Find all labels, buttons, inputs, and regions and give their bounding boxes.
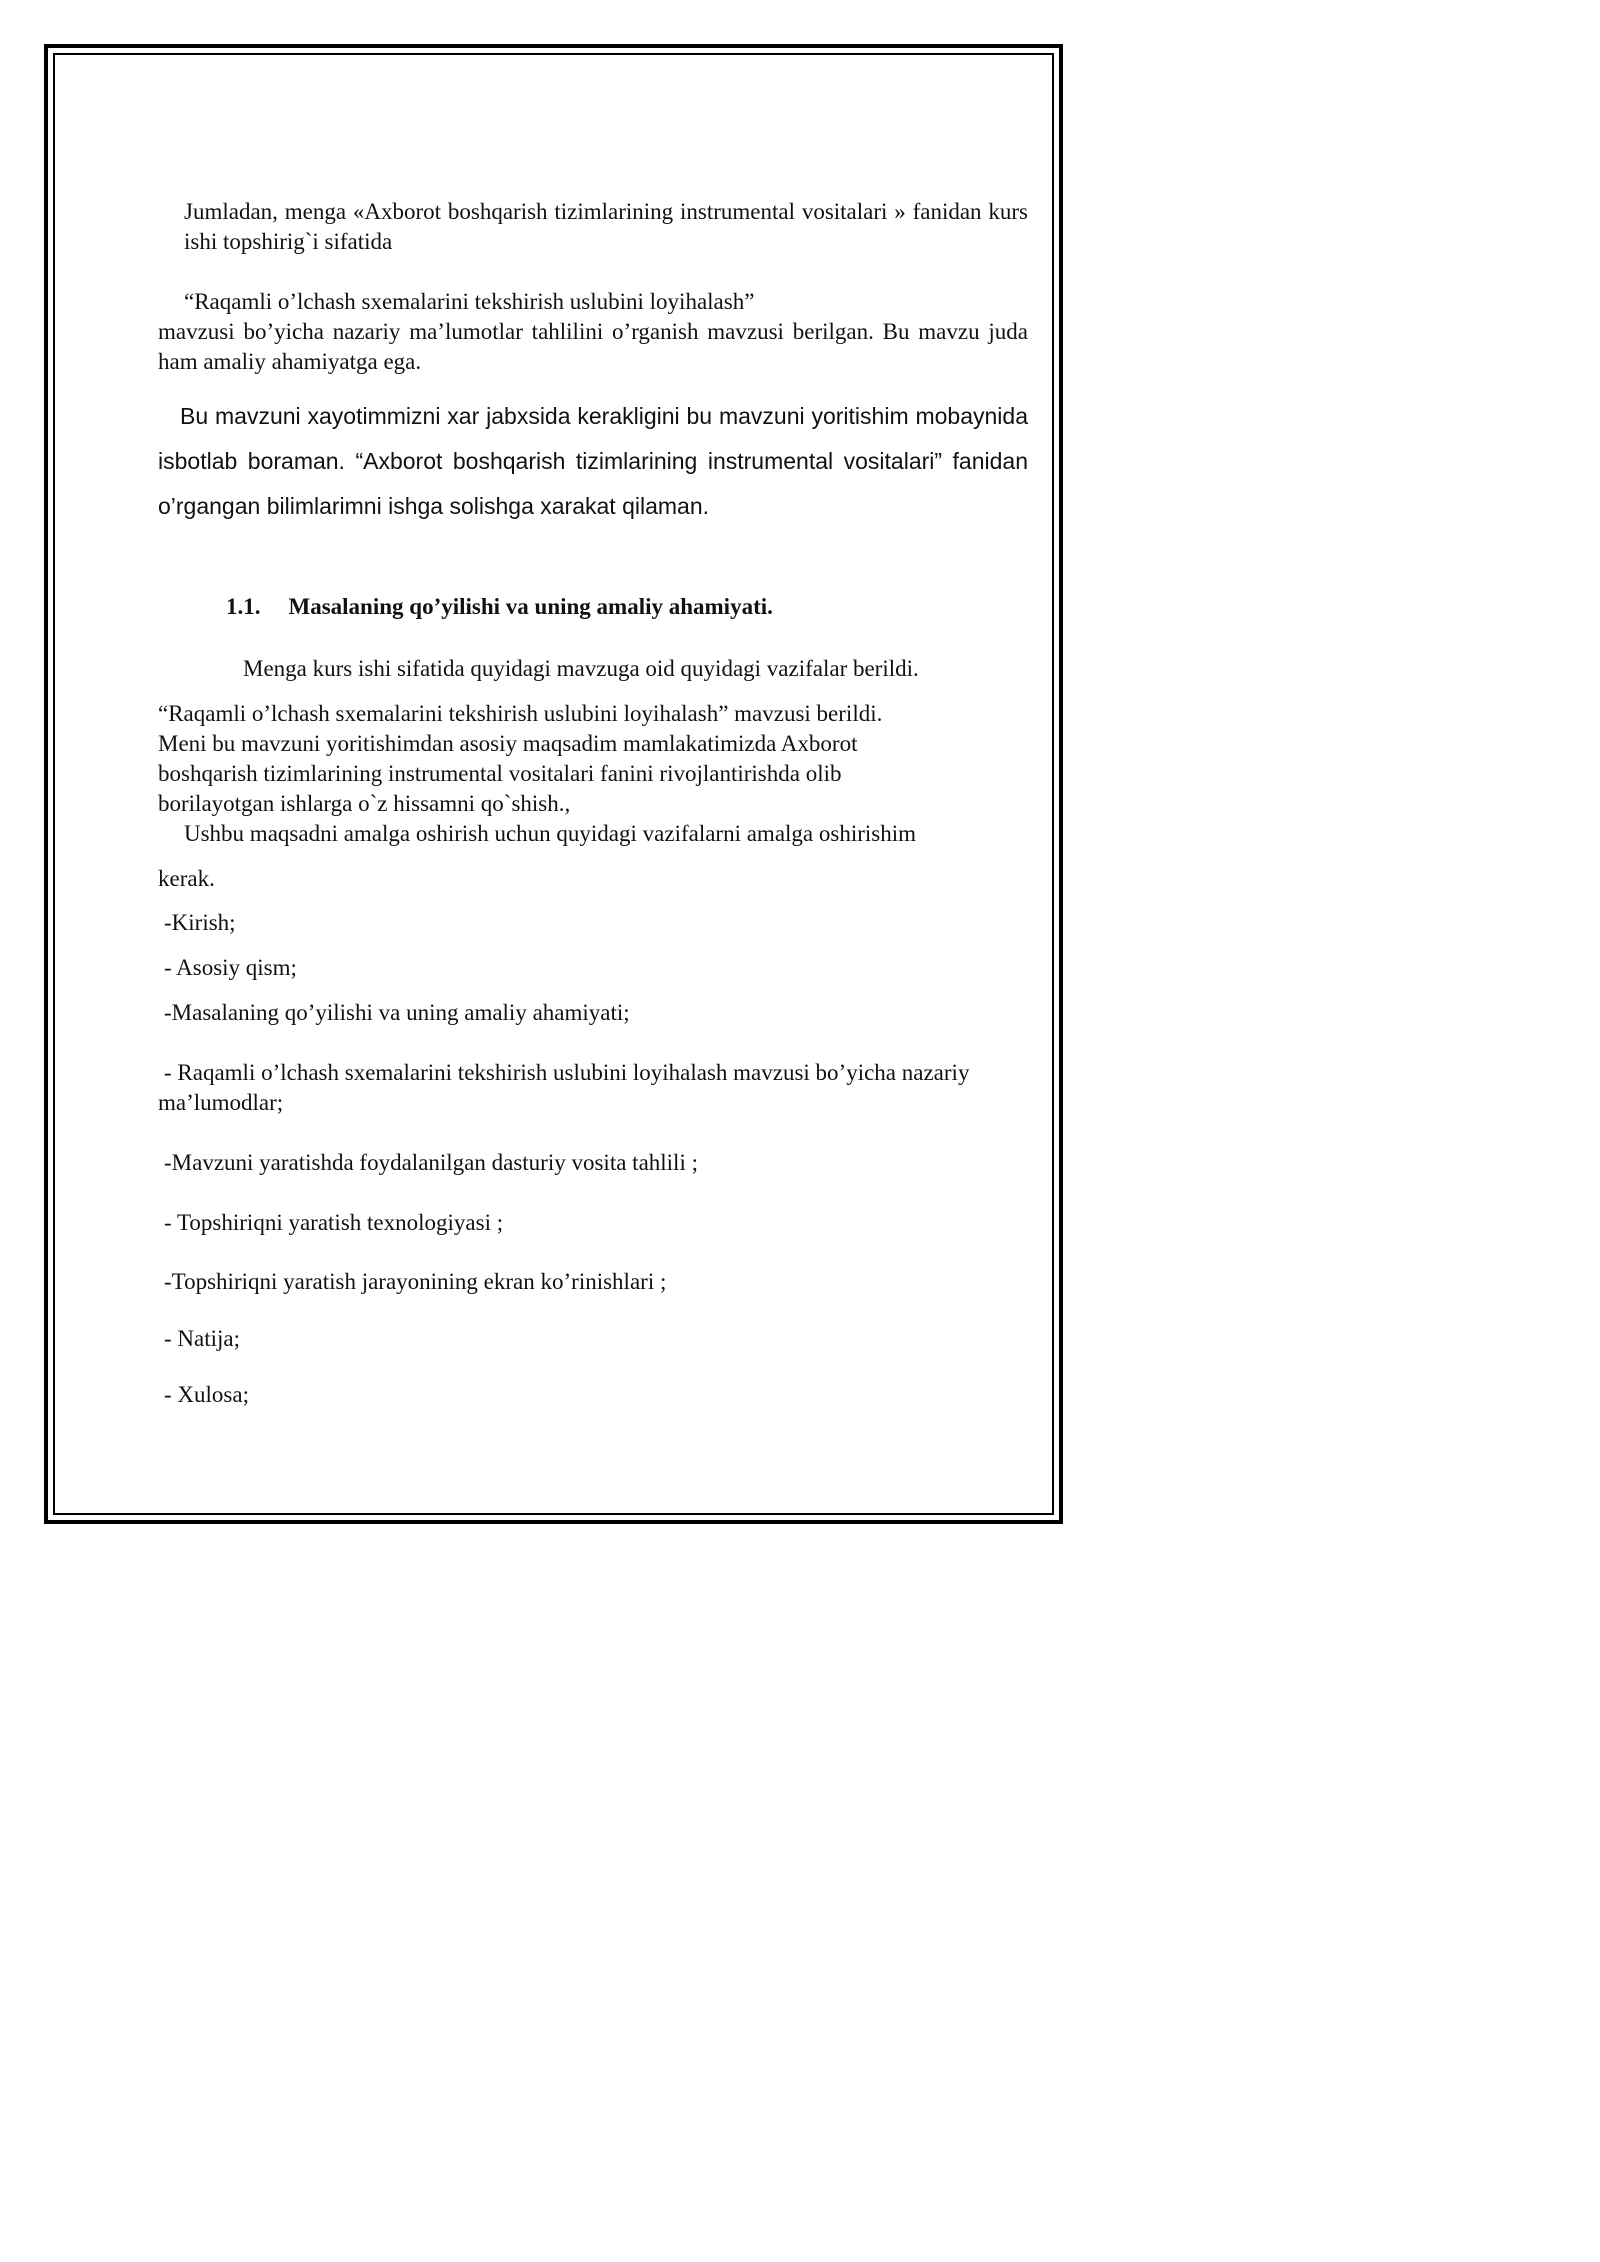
task-item: -Kirish;	[164, 910, 236, 935]
section-heading	[226, 594, 773, 620]
task-item: -Topshiriqni yaratish jarayonining ekran ko’rinishlari ;	[164, 1269, 667, 1294]
goal-line-2: Meni bu mavzuni yoritishimdan asosiy maqsadim mamlakatimizda Axborot	[158, 731, 858, 756]
paragraph-tasks-intro: Menga kurs ishi sifatida quyidagi mavzuga oid quyidagi vazifalar berildi.	[243, 656, 919, 681]
task-item: -Masalaning qo’yilishi va uning amaliy ahamiyati;	[164, 1000, 630, 1025]
task-item: - Natija;	[164, 1326, 240, 1351]
goal-line-1: “Raqamli o’lchash sxemalarini tekshirish uslubini loyihalash” mavzusi berildi.	[158, 701, 883, 726]
section-heading-number: 1.1.	[226, 594, 261, 619]
paragraph-intro: Jumladan, menga «Axborot boshqarish tizimlarining instrumental vositalari » fanidan kurs ishi topshirig`i sifatida	[184, 199, 1028, 254]
topic-description: mavzusi bo’yicha nazariy ma’lumotlar tahlilini o’rganish mavzusi berilgan. Bu mavzu juda ham amaliy ahamiyatga ega.	[158, 319, 1028, 374]
paragraph-topic	[158, 287, 1028, 377]
section-heading-title: Masalaning qo’yilishi va uning amaliy ahamiyati.	[288, 594, 773, 619]
paragraph-relevance: Bu mavzuni xayotimmizni xar jabxsida kerakligini bu mavzuni yoritishim mobaynida isbotlab boraman. “Axborot boshqarish tizimlarining instrumental vositalari” fanidan o’rgangan bilimlarimni ishga solishga xarakat qilaman.	[158, 403, 1028, 519]
paragraph-goal	[158, 699, 1028, 819]
goal-line-3: boshqarish tizimlarining instrumental vositalari fanini rivojlantirishda olib	[158, 761, 842, 786]
task-item: - Asosiy qism;	[164, 955, 297, 980]
paragraph-tasks-lead: Ushbu maqsadni amalga oshirish uchun quyidagi vazifalarni amalga oshirishim	[184, 821, 917, 846]
goal-line-4: borilayotgan ishlarga o`z hissamni qo`shish.,	[158, 791, 571, 816]
task-item: - Topshiriqni yaratish texnologiyasi ;	[164, 1210, 504, 1235]
paragraph-tasks-lead-end: kerak.	[158, 866, 215, 891]
task-item: -Mavzuni yaratishda foydalanilgan dasturiy vosita tahlili ;	[164, 1150, 698, 1175]
task-item: - Xulosa;	[164, 1382, 249, 1407]
task-item: - Raqamli o’lchash sxemalarini tekshirish uslubini loyihalash mavzusi bo’yicha nazariy ma’lumodlar;	[158, 1060, 970, 1115]
topic-title-line: “Raqamli o’lchash sxemalarini tekshirish uslubini loyihalash”	[184, 289, 755, 314]
